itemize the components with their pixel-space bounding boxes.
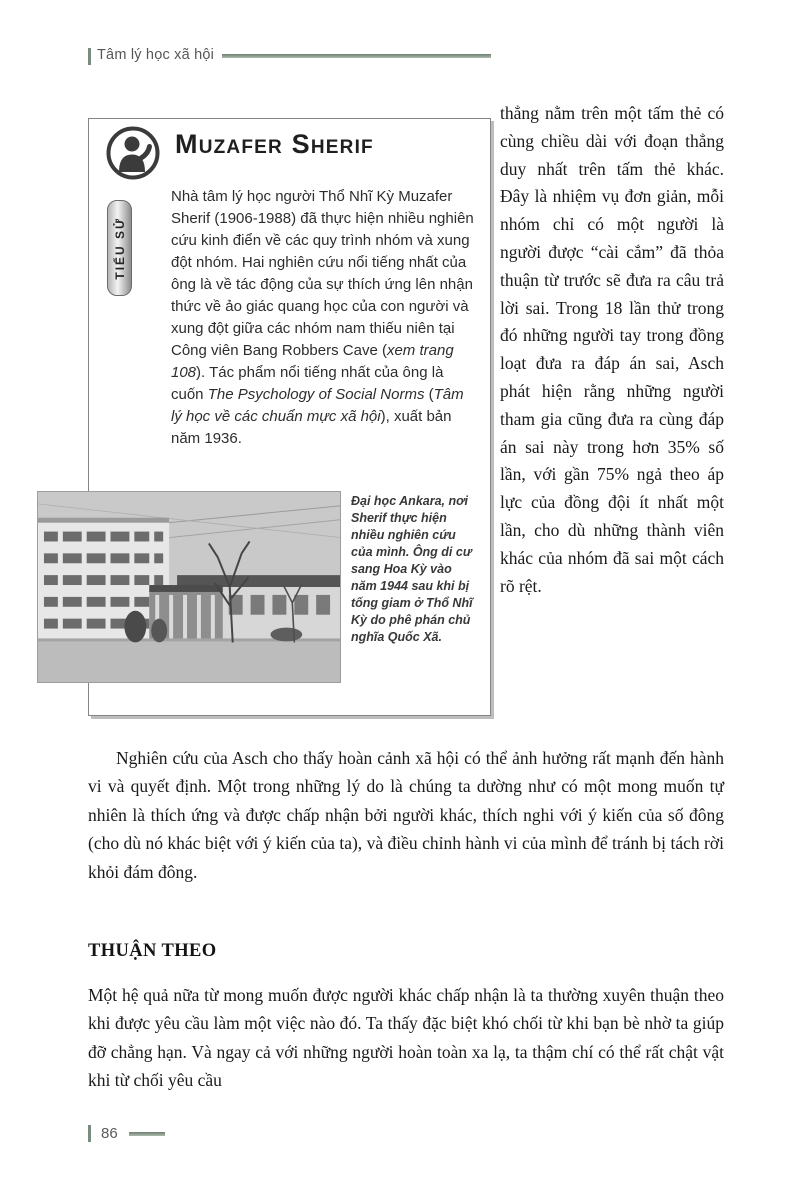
bio-text-segment: ). Tác phẩm nổi tiếng nhất của ông là cuốn [171,364,444,403]
section-heading: THUẬN THEO [88,941,217,961]
running-header-title: Tâm lý học xã hội [97,47,215,63]
bio-text-segment: ), xuất bản năm 1936. [171,408,452,447]
bio-text [171,186,474,450]
bio-text-segment-italic: Tâm lý học về các chuẩn mực xã hội [171,386,464,425]
photo-caption: Đại học Ankara, nơi Sherif thực hiện nhiều nghiên cứu của mình. Ông di cư sang Hoa Kỳ vào năm 1944 sau khi bị tống giam ở Thổ Nhĩ Kỳ do phê phán chủ nghĩa Quốc Xã. [351,494,473,644]
bio-title: Muzafer Sherif [175,129,374,159]
bio-text-segment-italic: xem trang 108 [171,342,454,381]
biography-tab-label: TIỂU SỬ [112,216,127,280]
header-accent-rule [222,54,491,58]
bio-text-segment-italic: The Psychology of Social Norms [207,386,425,403]
bio-text-segment: ( [424,386,434,403]
biography-tab [107,200,132,296]
page-footer [88,1123,288,1145]
person-icon [105,125,161,181]
body-paragraph: Nghiên cứu của Asch cho thấy hoàn cảnh xã hội có thể ảnh hưởng rất mạnh đến hành vi và quyết định. Một trong những lý do là chúng ta dường như có một mong muốn tự nhiên là thích ứng và được chấp nhận bởi người khác, thích nghi với ý kiến của số đông (cho dù nó khác biệt với ý kiến của ta), và điều chỉnh hành vi của mình để tránh bị tách rời khỏi đám đông. [88,748,724,882]
biography-box [88,118,491,716]
header-accent-tick [88,48,91,65]
page-number: 86 [101,1125,118,1142]
bio-text-segment: Nhà tâm lý học người Thổ Nhĩ Kỳ Muzafer Sherif (1906-1988) đã thực hiện nhiều nghiên cứu kinh điển về các quy trình nhóm và xung đột nhóm. Hai nghiên cứu nổi tiếng nhất của ông là về tác động của sự thích ứng lên nhận thức về ảo giác quang học của con người và xung đột giữa các nhóm nam thiếu niên tại Công viên Bang Robbers Cave ( [171,188,474,359]
right-text-column: thẳng nằm trên một tấm thẻ có cùng chiều dài với đoạn thẳng duy nhất trên tấm thẻ khác. Đây là nhiệm vụ đơn giản, mỗi nhóm chỉ có một người là người được “cài cắm” đã thỏa thuận từ trước sẽ đưa ra câu trả lời sai. Trong 18 lần thử trong đó những người tay trong đồng loạt đưa ra đáp án sai, Asch phát hiện rằng những người tham gia cũng đưa ra cùng đáp án sai này trong hơn 35% số lần, với gần 75% ngả theo áp lực của đồng đội ít nhất một lần, cho dù những thành viên khác của nhóm đã sai một cách rõ rệt. [500,103,724,596]
running-header [88,46,491,68]
footer-accent-rule [129,1132,165,1136]
ankara-university-photo [37,491,341,683]
body-paragraph: Một hệ quả nữa từ mong muốn được người khác chấp nhận là ta thường xuyên thuận theo khi được yêu cầu làm một việc nào đó. Ta thấy đặc biệt khó chối từ khi bạn bè nhờ ta giúp đỡ chẳng hạn. Và ngay cả với những người hoàn toàn xa lạ, ta thậm chí có thể rất chật vật khi từ chối yêu cầu [88,985,724,1091]
footer-accent-tick [88,1125,91,1142]
